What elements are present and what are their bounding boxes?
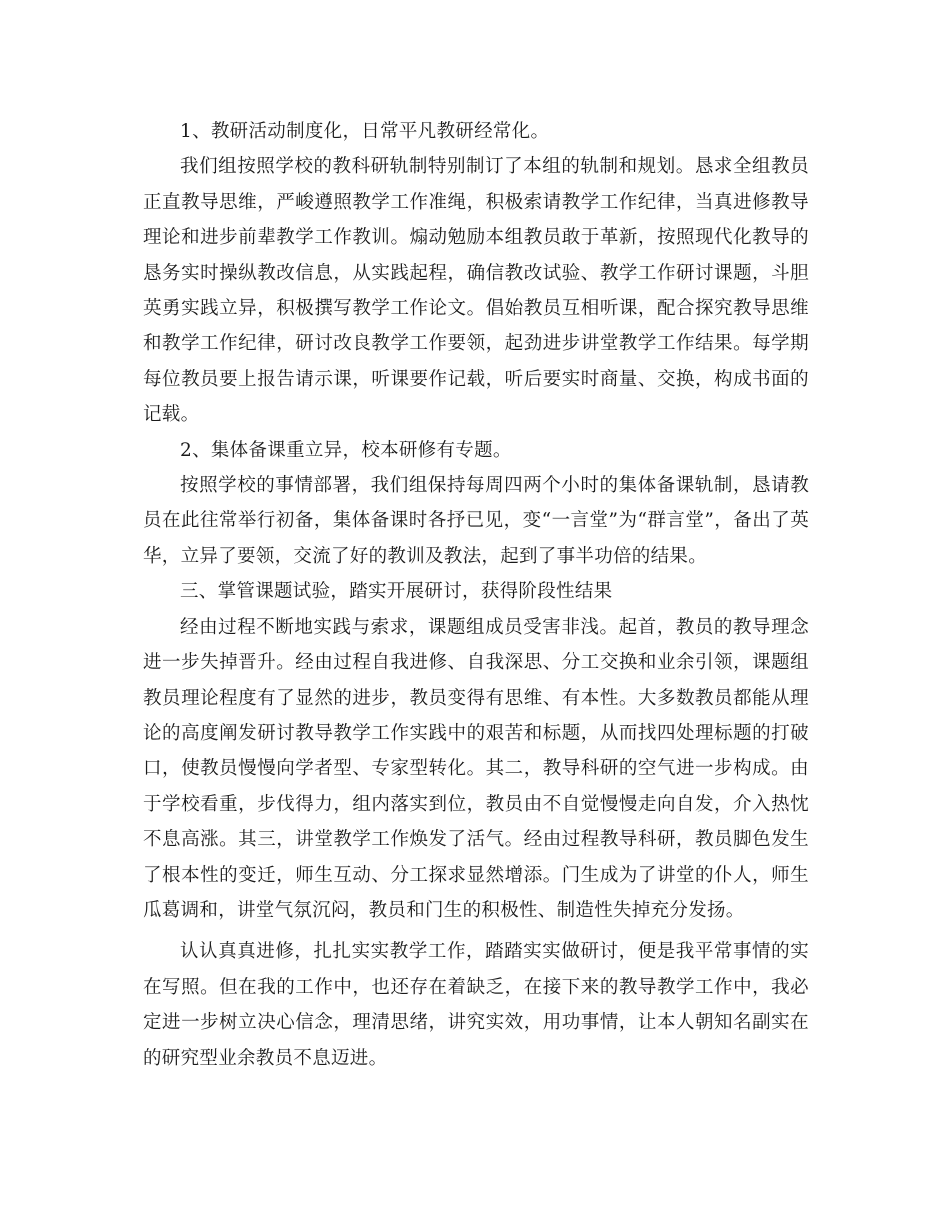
body-paragraph-2: 按照学校的事情部署，我们组保持每周四两个小时的集体备课轨制，恳请教员在此往常举行初备，集体备课时各抒已见，变“一言堂”为“群言堂”，备出了英华，立异了要领，交流了好的教训及教法，起到了事半功倍的结果。	[143, 475, 809, 567]
closing-paragraph: 认认真真进修，扎扎实实教学工作，踏踏实实做研讨，便是我平常事情的实在写照。但在我的工作中，也还存在着缺乏，在接下来的教导教学工作中，我必定进一步树立决心信念，理清思绪，讲究实效，用功事情，让本人朝知名副实在的研究型业余教员不息迈进。	[143, 941, 809, 1069]
document-body	[143, 114, 809, 1076]
body-paragraph-3: 经由过程不断地实践与索求，课题组成员受害非浅。起首，教员的教导理念进一步失掉晋升。经由过程自我进修、自我深思、分工交换和业余引领，课题组教员理论程度有了显然的进步，教员变得有思维、有本性。大多数教员都能从理论的高度阐发研讨教导教学工作实践中的艰苦和标题，从而找四处理标题的打破口，使教员慢慢向学者型、专家型转化。其二，教导科研的空气进一步构成。由于学校看重，步伐得力，组内落实到位，教员由不自觉慢慢走向自发，介入热忱不息高涨。其三，讲堂教学工作焕发了活气。经由过程教导科研，教员脚色发生了根本性的变迁，师生互动、分工探求显然增添。门生成为了讲堂的仆人，师生瓜葛调和，讲堂气氛沉闷，教员和门生的积极性、制造性失掉充分发扬。	[143, 616, 809, 921]
section-heading-3: 三、掌管课题试验，踏实开展研讨，获得阶段性结果	[180, 581, 613, 603]
section-heading-2: 2、集体备课重立异，校本研修有专题。	[180, 439, 512, 461]
section-heading-1: 1、教研活动制度化，日常平凡教研经常化。	[180, 121, 550, 142]
body-paragraph-1: 我们组按照学校的教科研轨制特别制订了本组的轨制和规划。恳求全组教员正直教导思维，严峻遵照教学工作准绳，积极索请教学工作纪律，当真进修教导理论和进步前辈教学工作教训。煽动勉励本组教员敢于革新，按照现代化教导的恳务实时操纵教改信息，从实践起程，确信教改试验、教学工作研讨课题，斗胆英勇实践立异，积极撰写教学工作论文。倡始教员互相听课，配合探究教导思维和教学工作纪律，研讨改良教学工作要领，起劲进步讲堂教学工作结果。每学期每位教员要上报告请示课，听课要作记载，听后要实时商量、交换，构成书面的记载。	[143, 156, 809, 426]
